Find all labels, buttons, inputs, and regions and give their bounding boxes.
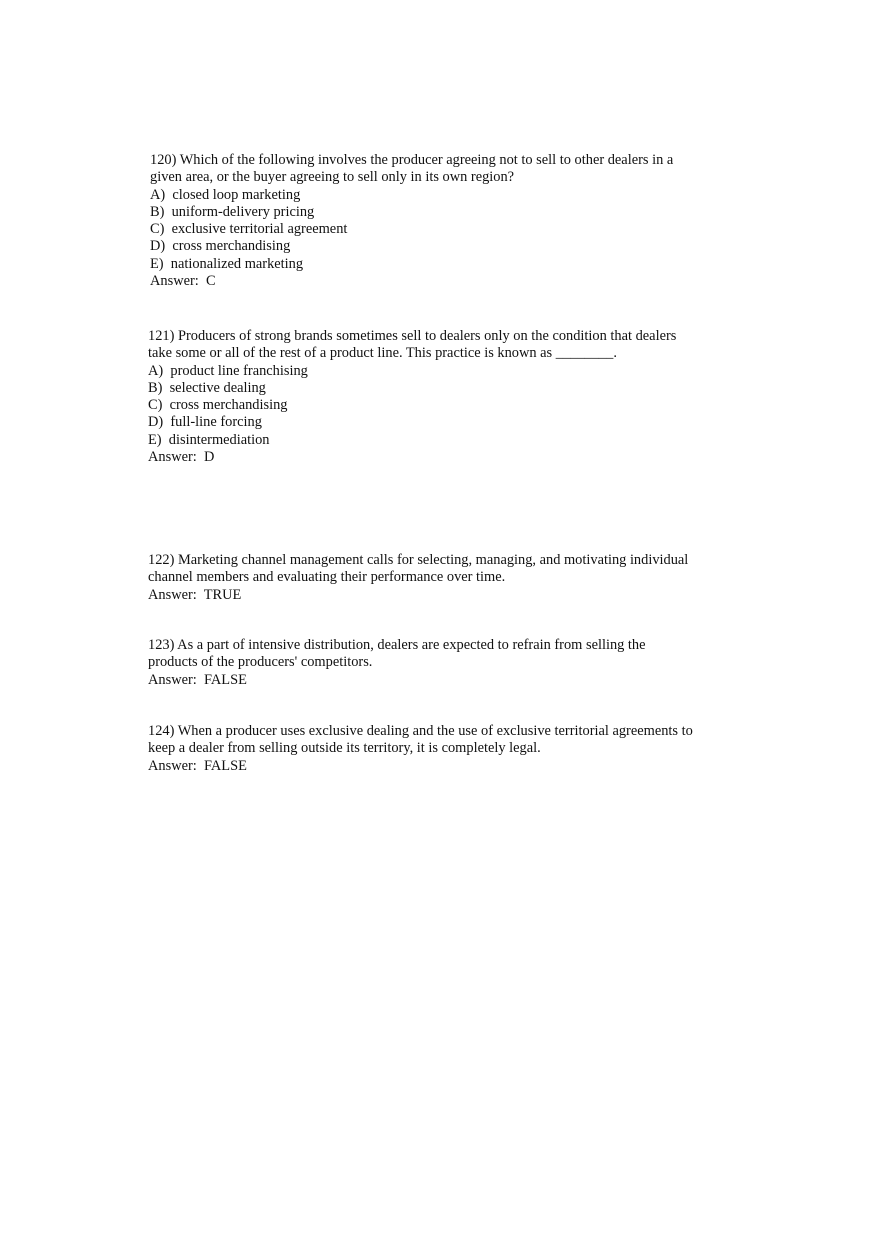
question-120 bbox=[150, 152, 730, 290]
option-d: D) cross merchandising bbox=[150, 238, 291, 255]
answer-line: Answer: D bbox=[148, 449, 215, 466]
option-a: A) closed loop marketing bbox=[150, 186, 301, 203]
option-b: B) uniform-delivery pricing bbox=[150, 203, 315, 220]
question-text: 124) When a producer uses exclusive dealing and the use of exclusive territorial agreements to keep a dealer from selling outside its territory, it is completely legal. bbox=[148, 723, 693, 757]
option-e: E) disintermediation bbox=[148, 431, 270, 448]
question-text: 120) Which of the following involves the producer agreeing not to sell to other dealers in a given area, or the buyer agreeing to sell only in its own region? bbox=[150, 152, 674, 186]
question-122 bbox=[148, 552, 728, 604]
question-text: 123) As a part of intensive distribution, dealers are expected to refrain from selling the products of the producers' competitors. bbox=[148, 637, 646, 671]
question-121 bbox=[148, 328, 728, 466]
option-a: A) product line franchising bbox=[148, 362, 308, 379]
option-e: E) nationalized marketing bbox=[150, 255, 304, 272]
question-124 bbox=[148, 723, 728, 775]
question-123 bbox=[148, 637, 728, 689]
option-c: C) exclusive territorial agreement bbox=[150, 221, 348, 238]
options-list bbox=[150, 187, 730, 273]
option-c: C) cross merchandising bbox=[148, 397, 288, 414]
answer-line: Answer: FALSE bbox=[148, 671, 247, 688]
options-list bbox=[148, 363, 728, 449]
question-text: 121) Producers of strong brands sometimes sell to dealers only on the condition that dealers take some or all of the rest of a product line. This practice is known as ________. bbox=[148, 328, 677, 362]
answer-line: Answer: FALSE bbox=[148, 757, 247, 774]
option-d: D) full-line forcing bbox=[148, 414, 262, 431]
answer-line: Answer: TRUE bbox=[148, 586, 242, 603]
answer-line: Answer: C bbox=[150, 273, 216, 290]
option-b: B) selective dealing bbox=[148, 379, 266, 396]
question-text: 122) Marketing channel management calls for selecting, managing, and motivating individual channel members and evaluating their performance over time. bbox=[148, 552, 689, 586]
